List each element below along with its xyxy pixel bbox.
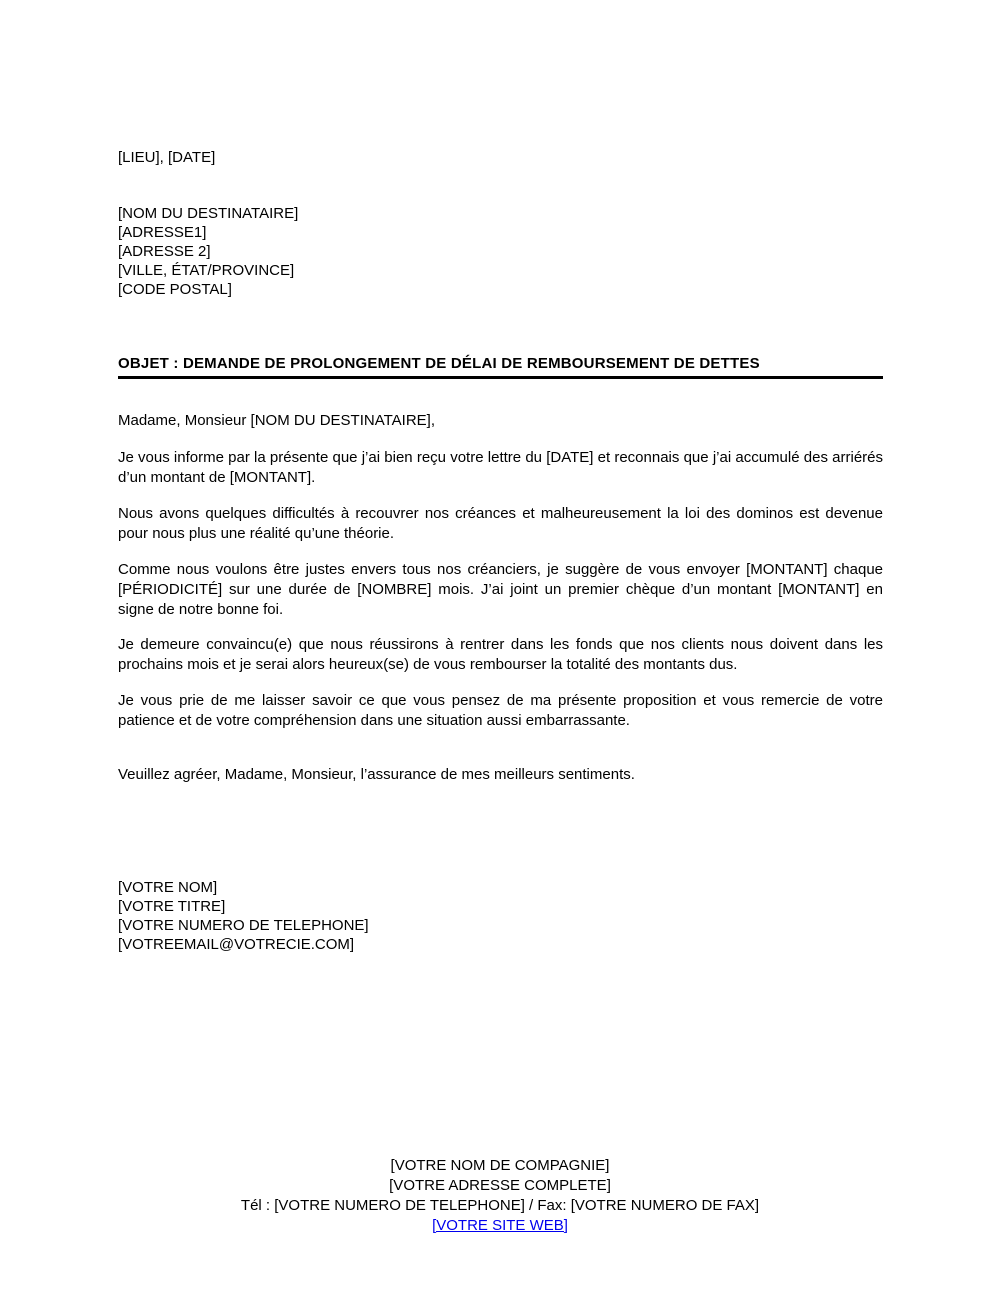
location-date-line: [LIEU], [DATE] bbox=[118, 149, 216, 166]
body-paragraph-3: Comme nous voulons être justes envers tous nos créanciers, je suggère de vous envoyer [MONTANT] chaque [PÉRIODICITÉ] sur une durée de [NOMBRE] mois. J’ai joint un premier chèque d’un montant [MONTANT] en signe de notre bonne foi. bbox=[118, 561, 883, 618]
closing-formula: Veuillez agréer, Madame, Monsieur, l’assurance de mes meilleurs sentiments. bbox=[118, 766, 635, 783]
body-paragraph-5: Je vous prie de me laisser savoir ce que vous pensez de ma présente proposition et vous remercie de votre patience et de votre compréhension dans une situation aussi embarrassante. bbox=[118, 692, 883, 729]
footer-block bbox=[0, 1156, 1000, 1236]
sender-name: [VOTRE NOM] bbox=[118, 879, 218, 896]
recipient-postal-code: [CODE POSTAL] bbox=[118, 281, 232, 298]
footer-tel-fax: Tél : [VOTRE NUMERO DE TELEPHONE] / Fax: [VOTRE NUMERO DE FAX] bbox=[240, 1197, 760, 1214]
website-link[interactable]: [VOTRE SITE WEB] bbox=[432, 1217, 568, 1234]
recipient-address-1: [ADRESSE1] bbox=[118, 224, 207, 241]
body-paragraph-4: Je demeure convaincu(e) que nous réussirons à rentrer dans les fonds que nos clients nous doivent dans les prochains mois et je serai alors heureux(se) de vous rembourser la totalité des montants dus. bbox=[118, 636, 883, 673]
footer-company-address: [VOTRE ADRESSE COMPLETE] bbox=[389, 1177, 611, 1194]
subject-line: OBJET : DEMANDE DE PROLONGEMENT DE DÉLAI DE REMBOURSEMENT DE DETTES bbox=[118, 355, 760, 372]
recipient-city-state: [VILLE, ÉTAT/PROVINCE] bbox=[118, 262, 295, 279]
sender-phone: [VOTRE NUMERO DE TELEPHONE] bbox=[118, 917, 369, 934]
recipient-address-block bbox=[118, 204, 883, 299]
footer-company-name: [VOTRE NOM DE COMPAGNIE] bbox=[390, 1157, 610, 1174]
sender-title: [VOTRE TITRE] bbox=[118, 898, 226, 915]
body-paragraph-1: Je vous informe par la présente que j’ai bien reçu votre lettre du [DATE] et reconnais que j’ai accumulé des arriérés d’un montant de [MONTANT]. bbox=[118, 449, 883, 486]
body-paragraph-2: Nous avons quelques difficultés à recouvrer nos créances et malheureusement la loi des dominos est devenue pour nous plus une réalité qu’une théorie. bbox=[118, 505, 883, 542]
signature-block bbox=[118, 878, 883, 954]
sender-email: [VOTREEMAIL@VOTRECIE.COM] bbox=[118, 936, 355, 953]
recipient-address-2: [ADRESSE 2] bbox=[118, 243, 211, 260]
recipient-name: [NOM DU DESTINATAIRE] bbox=[118, 205, 299, 222]
salutation: Madame, Monsieur [NOM DU DESTINATAIRE], bbox=[118, 412, 436, 429]
subject-underline-rule bbox=[118, 376, 883, 379]
